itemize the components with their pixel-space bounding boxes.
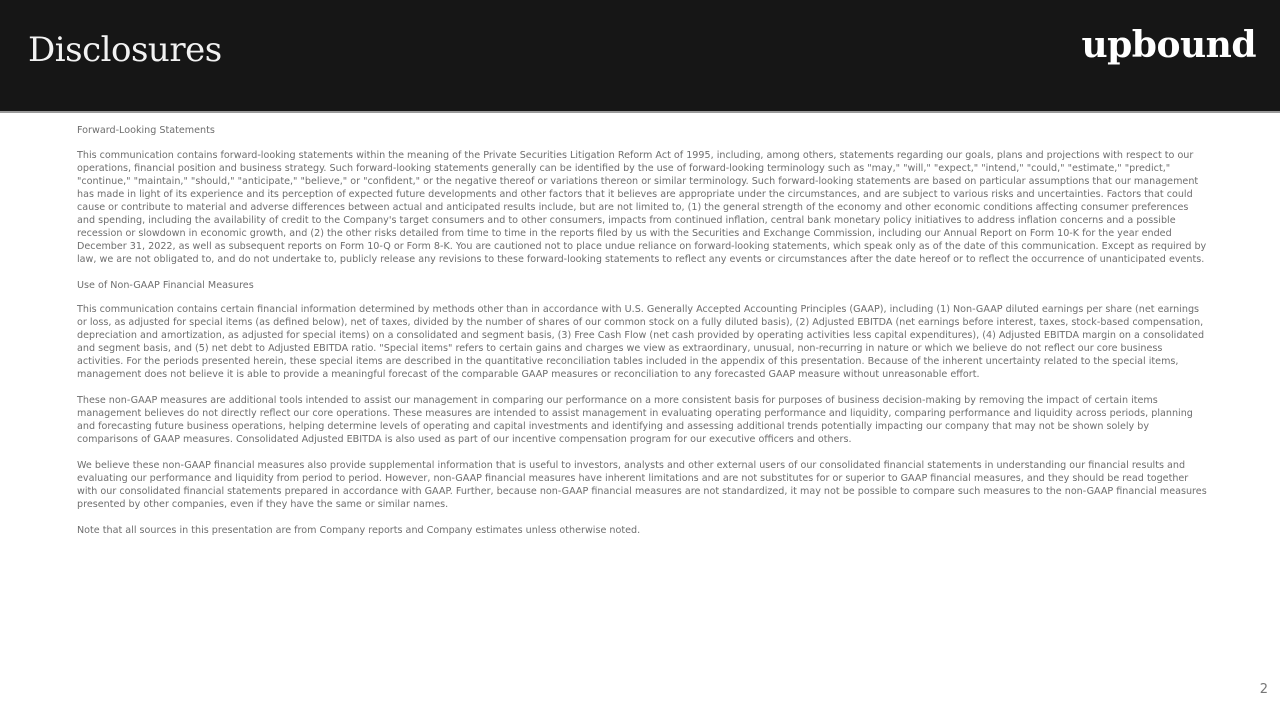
non-gaap-paragraph-limitations: We believe these non-GAAP financial measures also provide supplemental information that is useful to investors, analysts and other external users of our consolidated financial statements in understanding our financial results and evaluating our performance and liquidity from period to period. However, non-GAAP financial measures have inherent limitations and are not substitutes for or superior to GAAP financial measures, and they should be read together with our consolidated financial statements prepared in accordance with GAAP. Further, because non-GAAP financial measures are not standardized, it may not be possible to compare such measures to the non-GAAP financial measures presented by other companies, even if they have the same or similar names. (77, 460, 1207, 510)
non-gaap-section (77, 280, 1207, 538)
non-gaap-paragraph-purpose: These non-GAAP measures are additional tools intended to assist our management in comparing our performance on a more consistent basis for purposes of business decision-making by removing the impact of certain items management believes do not directly reflect our core operations. These measures are intended to assist management in evaluating operating performance and liquidity, comparing performance and liquidity across periods, planning and forecasting future business operations, helping determine levels of operating and capital investments and identifying and assessing additional trends potentially impacting our company that may not be shown solely by comparisons of GAAP measures. Consolidated Adjusted EBITDA is also used as part of our incentive compensation program for our executive officers and others. (77, 395, 1193, 446)
upbound-logo: upbound (1081, 24, 1256, 66)
disclosure-body (77, 125, 1207, 551)
page-title: Disclosures (28, 30, 222, 70)
forward-looking-paragraph: This communication contains forward-looking statements within the meaning of the Private Securities Litigation Reform Act of 1995, including, among others, statements regarding our goals, plans and projections with respect to our operations, financial position and business strategy. Such forward-looking statements generally can be identified by the use of forward-looking terminology such as "may," "will," "expect," "intend," "could," "estimate," "predict," "continue," "maintain," "should," "anticipate," "believe," or "confident," or the negative thereof or variations thereon or similar terminology. Such forward-looking statements are based on particular assumptions that our management has made in light of its experience and its perception of expected future developments and other factors that it believes are appropriate under the circumstances, and are subject to various risks and uncertainties. Factors that could cause or contribute to material and adverse differences between actual and anticipated results include, but are not limited to, (1) the general strength of the economy and other economic conditions affecting consumer preferences and spending, including the availability of credit to the Company's target consumers and to other consumers, impacts from continued inflation, central bank monetary policy initiatives to address inflation concerns and a possible recession or slowdown in economic growth, and (2) the other risks detailed from time to time in the reports filed by us with the Securities and Exchange Commission, including our Annual Report on Form 10-K for the year ended December 31, 2022, as well as subsequent reports on Form 10-Q or Form 8-K. You are cautioned not to place undue reliance on forward-looking statements, which speak only as of the date of this communication. Except as required by law, we are not obligated to, and do not undertake to, publicly release any revisions to these forward-looking statements to reflect any events or circumstances after the date hereof or to reflect the occurrence of unanticipated events. (77, 149, 1207, 265)
page-number: 2 (1259, 682, 1268, 697)
section-heading-forward-looking: Forward-Looking Statements (77, 125, 215, 136)
header-bar (0, 0, 1280, 113)
forward-looking-section (77, 125, 1207, 267)
non-gaap-paragraph-definitions: This communication contains certain financial information determined by methods other than in accordance with U.S. Generally Accepted Accounting Principles (GAAP), including (1) Non-GAAP diluted earnings per share (net earnings or loss, as adjusted for special items (as defined below), net of taxes, divided by the number of shares of our common stock on a fully diluted basis), (2) Adjusted EBITDA (net earnings before interest, taxes, stock-based compensation, depreciation and amortization, as adjusted for special items) on a consolidated and segment basis, (3) Free Cash Flow (net cash provided by operating activities less capital expenditures), (4) Adjusted EBITDA margin on a consolidated and segment basis, and (5) net debt to Adjusted EBITDA ratio. "Special items" refers to certain gains and charges we view as extraordinary, unusual, non-recurring in nature or which we believe do not reflect our core business activities. For the periods presented herein, these special items are described in the quantitative reconciliation tables included in the appendix of this presentation. Because of the inherent uncertainty related to the special items, management does not believe it is able to provide a meaningful forecast of the comparable GAAP measures or reconciliation to any forecasted GAAP measure without unreasonable effort. (77, 304, 1205, 381)
sources-note: Note that all sources in this presentation are from Company reports and Company estimates unless otherwise noted. (77, 524, 641, 536)
section-heading-non-gaap: Use of Non-GAAP Financial Measures (77, 279, 254, 291)
